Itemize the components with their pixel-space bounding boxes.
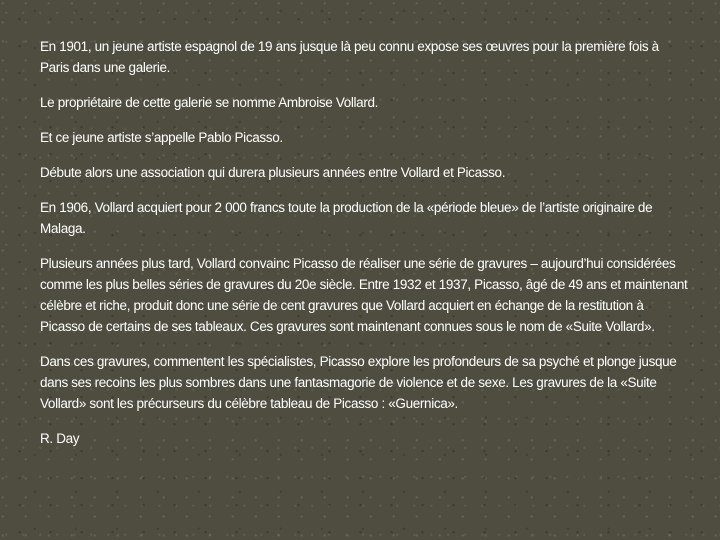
paragraph-2: Le propriétaire de cette galerie se nomme Ambroise Vollard.	[40, 95, 379, 110]
paragraph-1: En 1901, un jeune artiste espagnol de 19 ans jusque là peu connu expose ses œuvres pour la première fois à Paris dans une galerie.	[40, 39, 659, 75]
text-block	[40, 36, 688, 463]
paragraph-6: Plusieurs années plus tard, Vollard convainc Picasso de réaliser une série de gravures – aujourd’hui considérées comme les plus belles séries de gravures du 20e siècle. Entre 1932 et 1937, Picasso, âgé de 49 ans et maintenant célèbre et riche, produit donc une série de cent gravures que Vollard acquiert en échange de la restitution à Picasso de certains de ses tableaux. Ces gravures sont maintenant connues sous le nom de «Suite Vollard».	[40, 256, 688, 334]
signature: R. Day	[40, 431, 80, 446]
paragraph-4: Débute alors une association qui durera plusieurs années entre Vollard et Picasso.	[40, 165, 506, 180]
paragraph-3: Et ce jeune artiste s’appelle Pablo Picasso.	[40, 130, 283, 145]
paragraph-7: Dans ces gravures, commentent les spécialistes, Picasso explore les profondeurs de sa psyché et plonge jusque dans ses recoins les plus sombres dans une fantasmagorie de violence et de sexe. Les gravures de la «Suite Vollard» sont les précurseurs du célèbre tableau de Picasso : «Guernica».	[40, 354, 677, 411]
paragraph-5: En 1906, Vollard acquiert pour 2 000 francs toute la production de la «période bleue» de l’artiste originaire de Malaga.	[40, 200, 653, 236]
